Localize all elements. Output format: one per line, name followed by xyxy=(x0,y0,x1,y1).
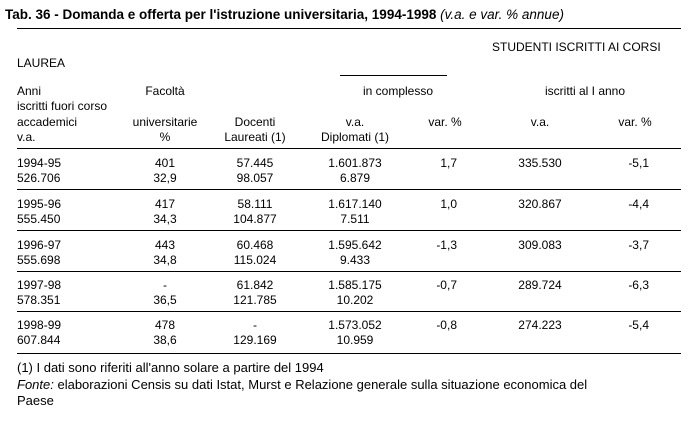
row-var-primo: -5,4 xyxy=(628,318,649,332)
row-anno: 1994-95 xyxy=(17,156,62,170)
row-facolta: 478 xyxy=(154,318,176,332)
title-main: Tab. 36 - Domanda e offerta per l'istruzione universitaria, 1994-1998 xyxy=(5,7,437,22)
row-anno: 1998-99 xyxy=(17,318,62,332)
row-anno: 1995-96 xyxy=(17,197,62,211)
header-fuori-corso: iscritti fuori corso xyxy=(17,99,108,113)
row-docenti: 57.445 xyxy=(236,156,274,170)
row-docenti: 61.842 xyxy=(236,278,274,292)
header-rule xyxy=(17,148,681,149)
row-separator xyxy=(17,189,681,190)
row-facolta: 417 xyxy=(154,197,176,211)
header-facolta: Facoltà xyxy=(145,84,185,98)
row-diplomati: 7.511 xyxy=(340,212,370,226)
header-in-complesso: in complesso xyxy=(363,84,434,98)
header-pct: % xyxy=(159,130,171,144)
header-docenti: Docenti xyxy=(234,115,276,129)
row-diplomati: 9.433 xyxy=(339,253,371,267)
row-pct: 34,8 xyxy=(153,253,177,267)
row-va-complesso: 1.601.873 xyxy=(328,156,382,170)
header-iscritti-primo-anno: iscritti al I anno xyxy=(545,84,626,98)
row-separator xyxy=(17,230,681,231)
row-var-primo: -4,4 xyxy=(628,197,649,211)
header-diplomati: Diplomati (1) xyxy=(320,130,389,144)
row-laureati: 98.057 xyxy=(236,171,274,185)
header-var-complesso: var. % xyxy=(428,115,462,129)
row-var-complesso: 1,0 xyxy=(440,197,457,211)
header-var-primo: var. % xyxy=(618,115,652,129)
row-va-primo: 309.083 xyxy=(518,238,562,252)
row-fuori-corso: 526.706 xyxy=(17,171,61,185)
header-laurea: LAUREA xyxy=(17,56,66,70)
row-docenti: 60.468 xyxy=(236,238,274,252)
source-text: elaborazioni Censis su dati Istat, Murst e Relazione generale sulla situazione economica del xyxy=(53,377,588,392)
row-docenti: 58.111 xyxy=(237,197,273,211)
row-docenti: - xyxy=(253,318,257,332)
row-va-complesso: 1.585.175 xyxy=(328,278,382,292)
row-var-complesso: 1,7 xyxy=(440,156,457,170)
header-anni: Anni xyxy=(17,84,42,98)
source-note-continued: Paese xyxy=(17,393,54,408)
row-facolta: 443 xyxy=(154,238,176,252)
row-laureati: 121.785 xyxy=(233,293,277,307)
row-va-complesso: 1.617.140 xyxy=(328,197,382,211)
row-var-primo: -6,3 xyxy=(628,278,649,292)
header-students-group: STUDENTI ISCRITTI AI CORSI xyxy=(492,40,661,54)
row-facolta: - xyxy=(163,278,167,292)
row-var-primo: -5,1 xyxy=(628,156,649,170)
row-va-primo: 274.223 xyxy=(518,318,562,332)
title-subtitle: (v.a. e var. % annue) xyxy=(440,7,564,22)
row-var-complesso: -1,3 xyxy=(436,238,457,252)
row-diplomati: 10.959 xyxy=(336,333,374,347)
row-var-complesso: -0,7 xyxy=(436,278,457,292)
header-fuori-corso-va: v.a. xyxy=(17,130,36,144)
row-pct: 36,5 xyxy=(153,293,177,307)
row-pct: 38,6 xyxy=(153,333,177,347)
row-fuori-corso: 578.351 xyxy=(17,293,61,307)
row-laureati: 104.877 xyxy=(233,212,277,226)
header-va-complesso: v.a. xyxy=(345,115,365,129)
row-fuori-corso: 555.450 xyxy=(17,212,61,226)
top-rule xyxy=(17,28,681,29)
in-complesso-rule xyxy=(340,75,447,76)
row-va-complesso: 1.595.642 xyxy=(328,238,382,252)
row-separator xyxy=(17,271,681,272)
row-va-primo: 335.530 xyxy=(518,156,562,170)
row-separator xyxy=(17,311,681,312)
row-var-complesso: -0,8 xyxy=(436,318,457,332)
row-fuori-corso: 607.844 xyxy=(17,333,61,347)
table-title xyxy=(5,7,564,23)
row-anno: 1997-98 xyxy=(17,278,62,292)
header-universitarie: universitarie xyxy=(132,115,198,129)
row-facolta: 401 xyxy=(154,156,176,170)
row-pct: 34,3 xyxy=(153,212,177,226)
bottom-rule xyxy=(17,353,681,354)
row-laureati: 115.024 xyxy=(233,253,277,267)
row-var-primo: -3,7 xyxy=(628,238,649,252)
header-accademici: accademici xyxy=(17,115,78,129)
row-fuori-corso: 555.698 xyxy=(17,253,61,267)
header-va-primo: v.a. xyxy=(530,115,550,129)
source-label: Fonte: xyxy=(17,377,54,392)
row-pct: 32,9 xyxy=(153,171,177,185)
row-diplomati: 10.202 xyxy=(336,293,374,307)
row-laureati: 129.169 xyxy=(233,333,277,347)
row-anno: 1996-97 xyxy=(17,238,62,252)
header-laureati: Laureati (1) xyxy=(224,130,286,144)
footnote-1: (1) I dati sono riferiti all'anno solare a partire del 1994 xyxy=(17,360,324,375)
row-va-complesso: 1.573.052 xyxy=(328,318,382,332)
source-note xyxy=(17,377,587,393)
row-va-primo: 320.867 xyxy=(518,197,562,211)
row-va-primo: 289.724 xyxy=(518,278,562,292)
row-diplomati: 6.879 xyxy=(339,171,371,185)
